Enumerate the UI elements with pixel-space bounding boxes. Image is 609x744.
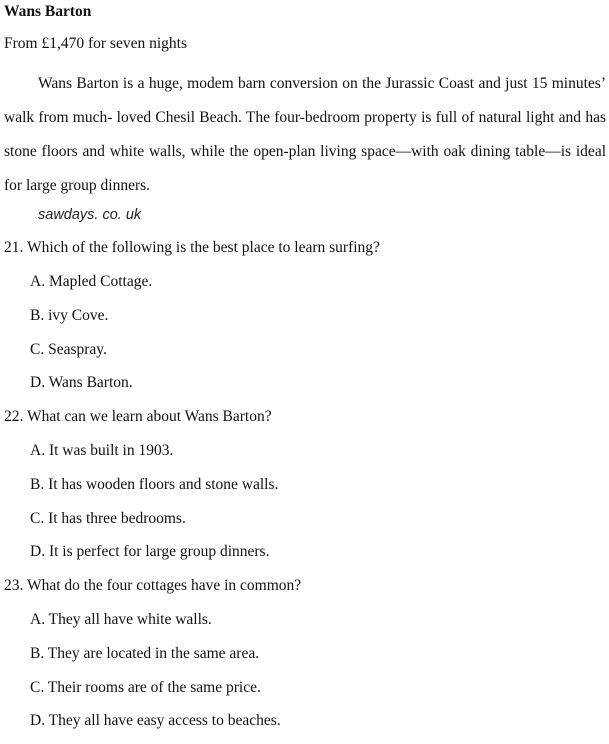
question-23-option-c: C. Their rooms are of the same price. [30,679,261,696]
question-22-option-a: A. It was built in 1903. [30,442,174,459]
question-23-option-d: D. They all have easy access to beaches. [30,712,281,729]
question-21-option-b: B. ivy Cove. [30,307,109,324]
question-22-option-b: B. It has wooden floors and stone walls. [30,476,279,493]
question-23-option-a: A. They all have white walls. [30,611,212,628]
question-22: 22. What can we learn about Wans Barton? [4,408,272,425]
article-body: Wans Barton is a huge, modem barn conversion on the Jurassic Coast and just 15 minutes’ walk from much- loved Chesil Beach. The four-bedroom property is full of natural light and has stone floors and white walls, while the open-plan living space—with oak dining table—is ideal for large group dinners. [4,75,606,194]
question-21-option-a: A. Mapled Cottage. [30,273,153,290]
question-22-option-d: D. It is perfect for large group dinners. [30,543,270,560]
question-23-option-b: B. They are located in the same area. [30,645,260,662]
question-21: 21. Which of the following is the best place to learn surfing? [4,239,380,256]
question-22-option-c: C. It has three bedrooms. [30,510,186,527]
question-21-option-c: C. Seaspray. [30,341,107,358]
article-title: Wans Barton [4,3,92,20]
article-price: From £1,470 for seven nights [4,35,187,52]
question-23: 23. What do the four cottages have in common? [4,577,302,594]
article-source: sawdays. co. uk [38,207,142,223]
question-21-option-d: D. Wans Barton. [30,374,133,391]
